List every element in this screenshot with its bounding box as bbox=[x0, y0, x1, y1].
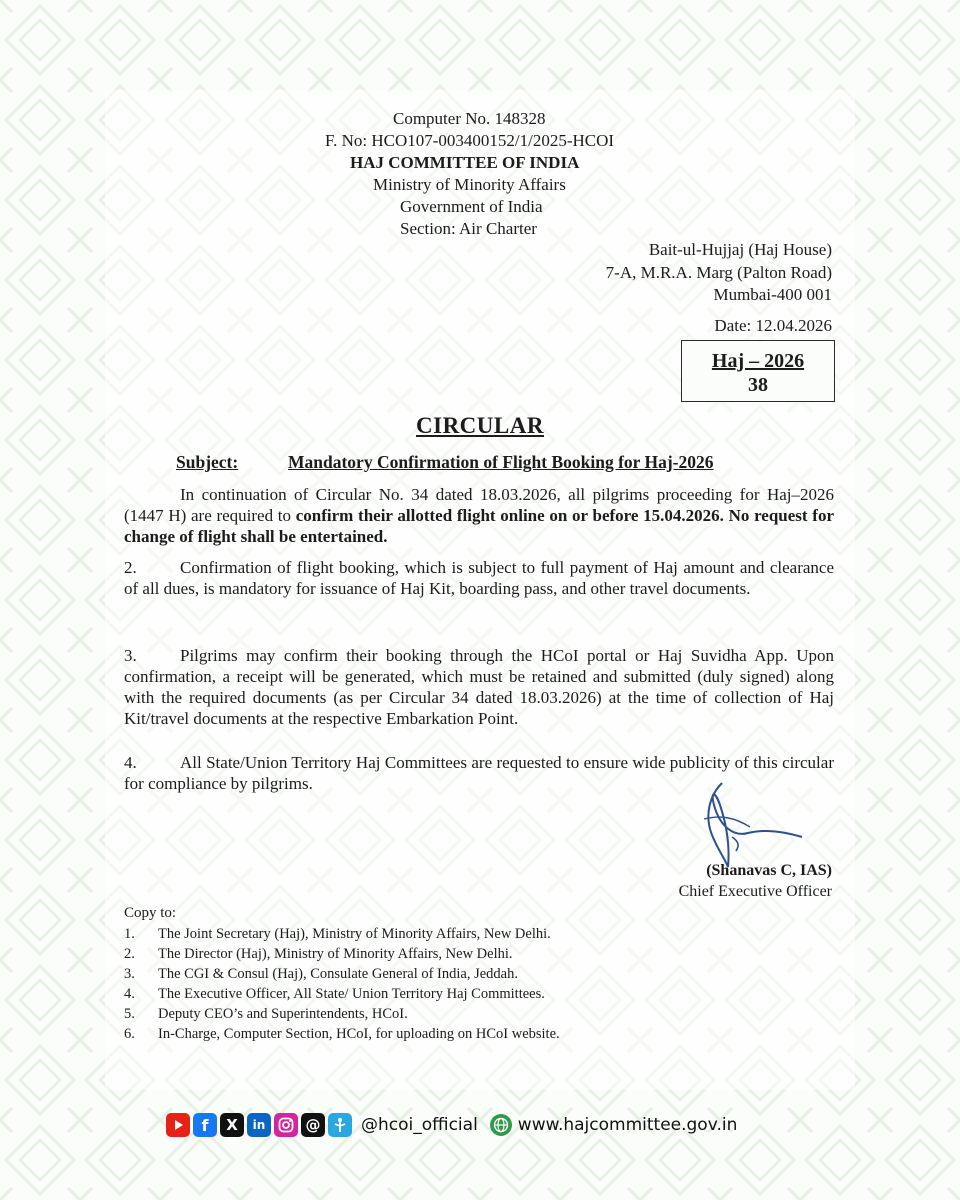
paragraph-4-text: All State/Union Territory Haj Committees are requested to ensure wide publicity of this circular for compliance by pilgrims. bbox=[124, 753, 834, 793]
instagram-icon[interactable] bbox=[274, 1113, 298, 1137]
signatory-designation: Chief Executive Officer bbox=[678, 883, 832, 900]
address-line-1: Bait-ul-Hujjaj (Haj House) bbox=[648, 240, 832, 259]
copy-to-list bbox=[124, 924, 560, 1044]
subject-label: Subject: bbox=[176, 452, 239, 472]
paragraph-2 bbox=[124, 557, 834, 599]
paragraph-1-emphasis: confirm their allotted flight online on or before 15.04.2026. No request for change of flight shall be entertained. bbox=[124, 506, 834, 546]
organization-name: HAJ COMMITTEE OF INDIA bbox=[350, 153, 580, 172]
facebook-icon[interactable]: f bbox=[193, 1113, 217, 1137]
circular-box-title: Haj – 2026 bbox=[711, 350, 805, 372]
government-name: Government of India bbox=[400, 197, 543, 216]
globe-icon bbox=[490, 1114, 512, 1136]
threads-icon[interactable]: @ bbox=[301, 1113, 325, 1137]
address-line-2: 7-A, M.R.A. Marg (Palton Road) bbox=[605, 263, 832, 282]
paragraph-2-number: 2. bbox=[124, 558, 137, 577]
copy-to-label: Copy to: bbox=[124, 905, 177, 921]
paragraph-2-text: Confirmation of flight booking, which is subject to full payment of Haj amount and clearance of all dues, is mandatory for issuance of Haj Kit, boarding pass, and other travel documents. bbox=[124, 558, 834, 598]
computer-number: Computer No. 148328 bbox=[393, 109, 546, 128]
signatory-name: (Shanavas C, IAS) bbox=[706, 862, 832, 879]
x-icon[interactable]: X bbox=[220, 1113, 244, 1137]
circular-date: Date: 12.04.2026 bbox=[714, 316, 832, 335]
copy-to-item: 2. The Director (Haj), Ministry of Minority Affairs, New Delhi. bbox=[124, 946, 513, 962]
website-link[interactable]: www.hajcommittee.gov.in bbox=[517, 1115, 738, 1135]
paragraph-3 bbox=[124, 645, 834, 729]
linkedin-icon[interactable]: in bbox=[247, 1113, 271, 1137]
section-name: Section: Air Charter bbox=[400, 219, 537, 238]
copy-to-item: 1. The Joint Secretary (Haj), Ministry of Minority Affairs, New Delhi. bbox=[124, 926, 551, 942]
address-line-3: Mumbai-400 001 bbox=[713, 285, 832, 304]
ministry-name: Ministry of Minority Affairs bbox=[373, 175, 566, 194]
copy-to-item: 3. The CGI & Consul (Haj), Consulate General of India, Jeddah. bbox=[124, 966, 518, 982]
subject-text: Mandatory Confirmation of Flight Booking for Haj-2026 bbox=[288, 452, 714, 472]
paragraph-4-number: 4. bbox=[124, 753, 137, 772]
social-handle[interactable]: @hcoi_official bbox=[361, 1115, 478, 1135]
file-number: F. No: HCO107-003400152/1/2025-HCOI bbox=[325, 131, 615, 150]
koo-icon[interactable] bbox=[328, 1113, 352, 1137]
paragraph-3-text: Pilgrims may confirm their booking through the HCoI portal or Haj Suvidha App. Upon confirmation, a receipt will be generated, which must be retained and submitted (duly signed) along with the required documents (as per Circular 34 dated 18.03.2026) at the time of collection of Haj Kit/travel documents at the respective Embarkation Point. bbox=[124, 646, 834, 728]
copy-to-item: 6. In-Charge, Computer Section, HCoI, for uploading on HCoI website. bbox=[124, 1026, 560, 1042]
paragraph-1-text: In continuation of Circular No. 34 dated 18.03.2026, all pilgrims proceeding for Haj–2026 (1447 H) are required to bbox=[124, 485, 834, 525]
document-title: CIRCULAR bbox=[416, 413, 544, 438]
social-footer bbox=[166, 1112, 749, 1138]
copy-to-item: 4. The Executive Officer, All State/ Union Territory Haj Committees. bbox=[124, 986, 545, 1002]
circular-number-box bbox=[681, 340, 835, 402]
youtube-icon[interactable] bbox=[166, 1113, 190, 1137]
circular-box-number: 38 bbox=[748, 374, 768, 396]
paragraph-3-number: 3. bbox=[124, 646, 137, 665]
paragraph-1 bbox=[124, 484, 834, 547]
copy-to-item: 5. Deputy CEO’s and Superintendents, HCoI. bbox=[124, 1006, 408, 1022]
